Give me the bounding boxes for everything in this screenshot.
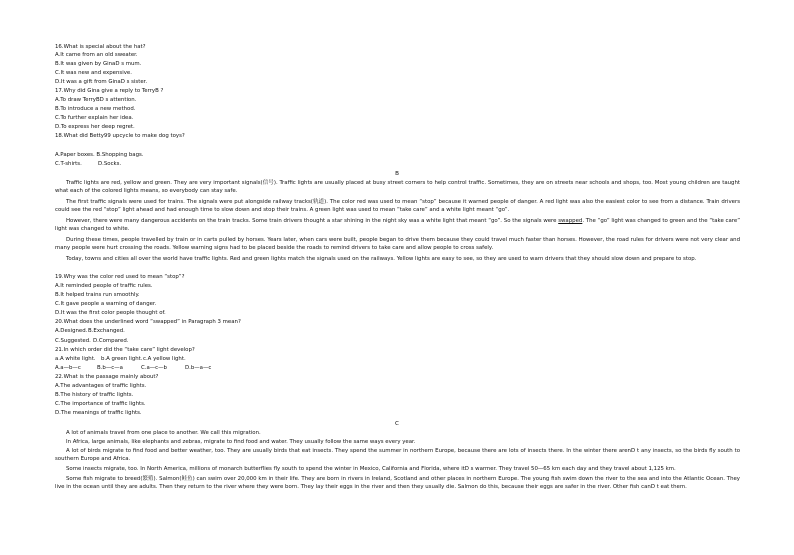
q21-choice-c: C.a—c—b	[141, 365, 167, 371]
q21-choice-a: A.a—b—c	[55, 365, 81, 371]
section-c-paragraph-2: In Africa, large animals, like elephants and zebras, migrate to find food and water. They usually follow the same ways every year.	[66, 439, 416, 445]
q20-option-b: B.Exchanged.	[88, 328, 125, 334]
paragraph-3-text-a: However, there were many dangerous accidents on the train tracks. Some train drivers thought a star shining in the night sky was a white light that meant “go”. So the signals were	[66, 218, 559, 224]
section-c-label: C	[395, 421, 399, 427]
q20-option-a: A.Designed.	[55, 328, 88, 334]
q19-stem: 19.Why was the color red used to mean “stop”?	[55, 274, 185, 280]
q21-item-b: b.A green light.	[101, 356, 143, 362]
q22-option-b: B.The history of traffic lights.	[55, 392, 134, 398]
section-c-paragraph-3: A lot of birds migrate to find food and better weather, too. They are usually birds that eat insects. They spend the summer in northern Europe, because there are lots of insects there. In the winter there arenD t any insects, so the birds fly south to southern Europe and Africa.	[55, 448, 740, 463]
q18-option-ab: A.Paper boxes. B.Shopping bags.	[55, 152, 144, 158]
q21-item-c: c.A yellow light.	[143, 356, 186, 362]
section-b-label: B	[395, 171, 399, 177]
q16-option-a: A.It came from an old sweater.	[55, 52, 138, 58]
q18-option-c: C.T-shirts.	[55, 161, 82, 167]
section-b-paragraph-1: Traffic lights are red, yellow and green. They are very important signals(信号). Traffic lights are usually placed at busy street corners to help control traffic. Sometimes, they are on streets near schools and shops, too. Most young children are taught what each of the colored lights means, so everybody can stay safe.	[55, 180, 740, 195]
q17-option-c: C.To further explain her idea.	[55, 115, 134, 121]
q20-option-d: D.Compared.	[93, 338, 129, 344]
q21-choice-b: B.b—c—a	[97, 365, 123, 371]
q19-option-b: B.It helped trains run smoothly.	[55, 292, 140, 298]
q19-option-c: C.It gave people a warning of danger.	[55, 301, 157, 307]
section-c-paragraph-4: Some insects migrate, too. In North America, millions of monarch butterflies fly south to spend the winter in Mexico, California and Florida, where itD s warmer. They travel 50—65 km each day and they travel about 1,125 km.	[66, 466, 676, 472]
section-b-paragraph-3	[55, 217, 740, 233]
q16-option-d: D.It was a gift from GinaD s sister.	[55, 79, 148, 85]
q16-stem: 16.What is special about the hat?	[55, 44, 146, 50]
q17-option-d: D.To express her deep regret.	[55, 124, 135, 130]
section-c-paragraph-5: Some fish migrate to breed(繁殖). Salmon(鲑鱼) can swim over 20,000 km in their life. They are born in rivers in Ireland, Scotland and other places in northern Europe. The young fish swim down the river to the sea and into the Atlantic Ocean. They live in the ocean until they are adults. Then they return to the river where they were born. They lay their eggs in the river and then they usually die. Salmon do this, because their eggs are safer in the river. Other fish canD t eat them.	[55, 476, 740, 491]
section-b-paragraph-5: Today, towns and cities all over the world have traffic lights. Red and green lights match the signals used on the railways. Yellow lights are easy to see, so they are used to warn drivers that they should slow down and prepare to stop.	[66, 256, 697, 262]
q18-stem: 18.What did Betty99 upcycle to make dog toys?	[55, 133, 185, 139]
q22-option-a: A.The advantages of traffic lights.	[55, 383, 147, 389]
q22-option-d: D.The meanings of traffic lights.	[55, 410, 142, 416]
q21-stem: 21.In which order did the “take care” light develop?	[55, 347, 195, 353]
q21-item-a: a.A white light.	[55, 356, 96, 362]
q20-stem: 20.What does the underlined word “swapped” in Paragraph 3 mean?	[55, 319, 241, 325]
q16-option-b: B.It was given by GinaD s mum.	[55, 61, 142, 67]
q20-option-c: C.Suggested.	[55, 338, 91, 344]
q22-stem: 22.What is the passage mainly about?	[55, 374, 159, 380]
section-c-paragraph-1: A lot of animals travel from one place to another. We call this migration.	[66, 430, 261, 436]
q16-option-c: C.It was new and expensive.	[55, 70, 132, 76]
q17-stem: 17.Why did Gina give a reply to TerryB ?	[55, 88, 164, 94]
q19-option-a: A.It reminded people of traffic rules.	[55, 283, 153, 289]
section-b-paragraph-2: The first traffic signals were used for trains. The signals were put alongside railway tracks(轨道). The color red was used to mean “stop” because it warned people of danger. A red light was also the easiest color to see from a distance. Train drivers could see the red “stop” light ahead and had enough time to slow down and stop their trains. A green light was used to mean “take care” and a white light meant “go”.	[55, 199, 740, 214]
q19-option-d: D.It was the first color people thought of.	[55, 310, 166, 316]
q17-option-b: B.To introduce a new method.	[55, 106, 136, 112]
paragraph-3-text-b: . The “go” light was changed to green and the “take care” light was changed to white.	[55, 218, 741, 233]
section-b-paragraph-4: During these times, people travelled by train or in carts pulled by horses. Years later, when cars were built, people began to drive them because they could travel much faster than horses. However, the road rules for drivers were not very clear and many people were hurt crossing the roads. Yellow warning signs had to be placed beside the roads to remind drivers to take care and allow people to cross safely.	[55, 237, 740, 252]
q22-option-c: C.The importance of traffic lights.	[55, 401, 146, 407]
q21-choice-d: D.b—a—c	[185, 365, 212, 371]
q18-option-d: D.Socks.	[98, 161, 122, 167]
underlined-word-swapped: swapped	[558, 218, 583, 224]
q17-option-a: A.To draw TerryBD s attention.	[55, 97, 137, 103]
